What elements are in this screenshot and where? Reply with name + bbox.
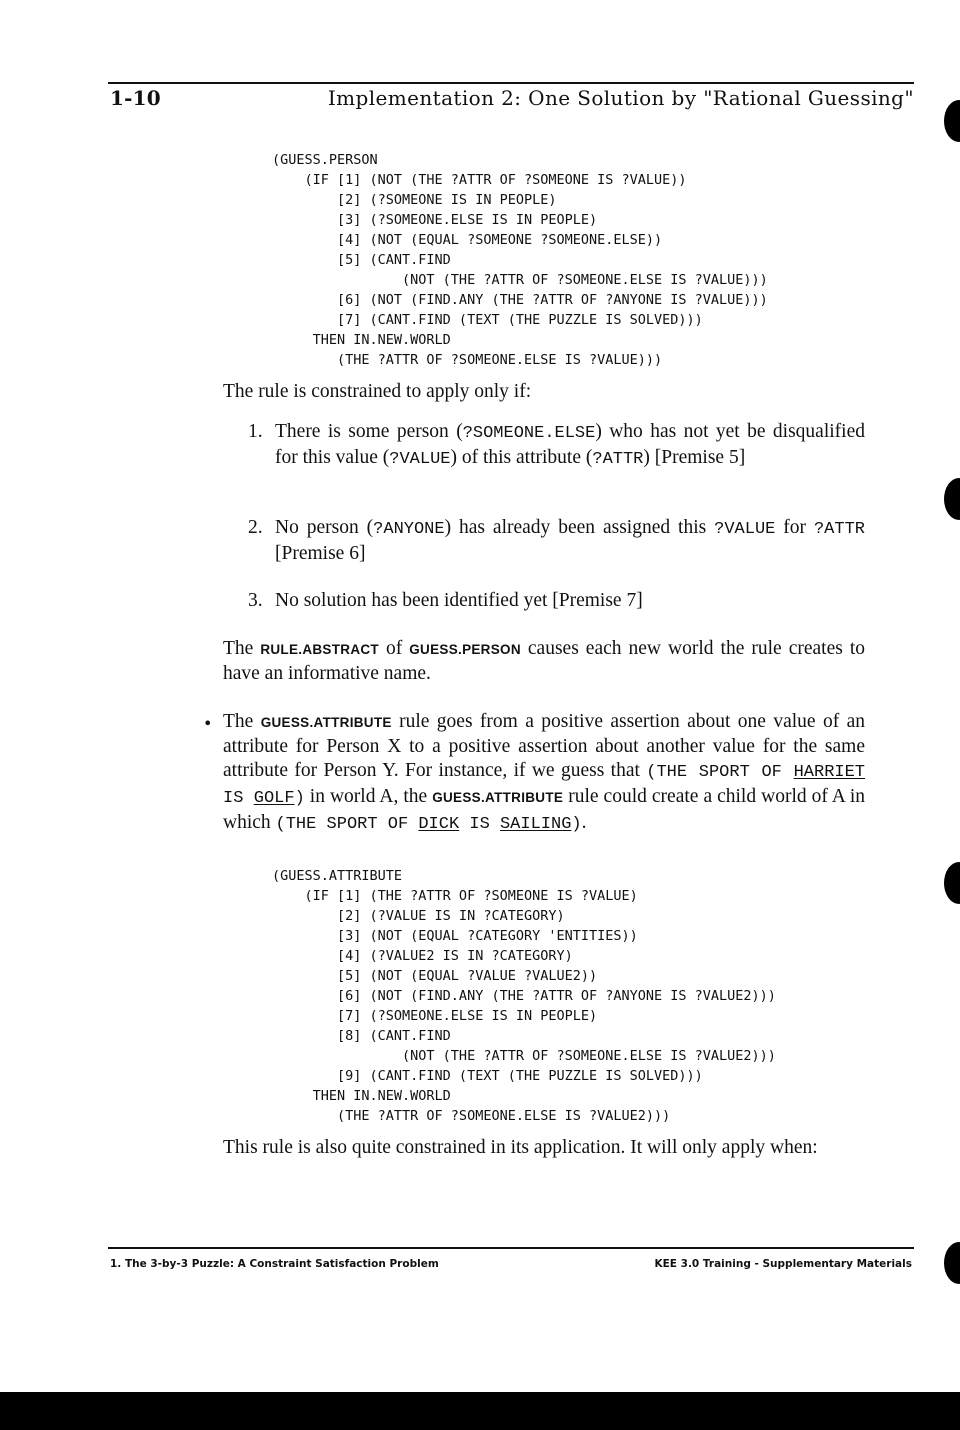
code-block-guess-person bbox=[272, 150, 768, 370]
list-item: 3. No solution has been identified yet [Premise 7] bbox=[248, 590, 643, 611]
code-line: (IF [1] (THE ?ATTR OF ?SOMEONE IS ?VALUE) bbox=[304, 888, 638, 904]
code-line: [7] (?SOMEONE.ELSE IS IN PEOPLE) bbox=[337, 1008, 598, 1024]
code-line: [3] (?SOMEONE.ELSE IS IN PEOPLE) bbox=[337, 212, 598, 228]
code-line: (GUESS.ATTRIBUTE bbox=[272, 868, 403, 884]
punch-hole bbox=[944, 100, 960, 142]
code-line: (GUESS.PERSON bbox=[272, 152, 378, 168]
code-line: THEN IN.NEW.WORLD bbox=[312, 1088, 451, 1104]
punch-hole bbox=[944, 478, 960, 520]
footer-right: KEE 3.0 Training - Supplementary Materials bbox=[654, 1258, 912, 1270]
code-line: [6] (NOT (FIND.ANY (THE ?ATTR OF ?ANYONE IS ?VALUE2))) bbox=[337, 988, 776, 1004]
code-line: [5] (NOT (EQUAL ?VALUE ?VALUE2)) bbox=[337, 968, 598, 984]
footer-rule bbox=[108, 1247, 914, 1249]
code-line: [4] (?VALUE2 IS IN ?CATEGORY) bbox=[337, 948, 573, 964]
code-block-guess-attribute bbox=[272, 866, 776, 1126]
scan-border bbox=[0, 1392, 960, 1430]
punch-hole bbox=[944, 862, 960, 904]
header-rule bbox=[108, 82, 914, 84]
footer-left: 1. The 3-by-3 Puzzle: A Constraint Satisfaction Problem bbox=[110, 1258, 439, 1270]
rule-abstract-paragraph: The RULE.ABSTRACT of GUESS.PERSON causes each new world the rule creates to have an informative name. bbox=[223, 638, 865, 684]
code-line: (IF [1] (NOT (THE ?ATTR OF ?SOMEONE IS ?VALUE)) bbox=[304, 172, 687, 188]
code-line: [2] (?VALUE IS IN ?CATEGORY) bbox=[337, 908, 565, 924]
intro-paragraph: The rule is constrained to apply only if: bbox=[223, 381, 532, 402]
list-item: 1. There is some person (?SOMEONE.ELSE) who has not yet be disqualified for this value (?VALUE) of this attribute (?ATTR) [Premise 5] bbox=[248, 421, 865, 469]
code-line: (NOT (THE ?ATTR OF ?SOMEONE.ELSE IS ?VALUE))) bbox=[402, 272, 768, 288]
code-line: (NOT (THE ?ATTR OF ?SOMEONE.ELSE IS ?VALUE2))) bbox=[402, 1048, 776, 1064]
code-line: (THE ?ATTR OF ?SOMEONE.ELSE IS ?VALUE))) bbox=[272, 352, 663, 368]
list-item: 2. No person (?ANYONE) has already been assigned this ?VALUE for ?ATTR [Premise 6] bbox=[248, 517, 865, 564]
code-line: [6] (NOT (FIND.ANY (THE ?ATTR OF ?ANYONE IS ?VALUE))) bbox=[337, 292, 768, 308]
code-line: [4] (NOT (EQUAL ?SOMEONE ?SOMEONE.ELSE)) bbox=[337, 232, 663, 248]
code-line: [7] (CANT.FIND (TEXT (THE PUZZLE IS SOLVED))) bbox=[337, 312, 703, 328]
page-footer bbox=[110, 1258, 912, 1270]
closing-paragraph: This rule is also quite constrained in its application. It will only apply when: bbox=[223, 1137, 818, 1158]
page-header bbox=[110, 86, 914, 110]
code-line: [3] (NOT (EQUAL ?CATEGORY 'ENTITIES)) bbox=[337, 928, 638, 944]
guess-attribute-paragraph: The GUESS.ATTRIBUTE rule goes from a positive assertion about one value of an attribute for Person X to a positive assertion about another value for the same attribute for Person Y. For instance, if we guess that (THE SPORT OF HARRIET IS GOLF) in world A, the GUESS.ATTRIBUTE rule could create a child world of A in which (THE SPORT OF DICK IS SAILING). bbox=[223, 711, 866, 834]
code-line: [9] (CANT.FIND (TEXT (THE PUZZLE IS SOLVED))) bbox=[337, 1068, 703, 1084]
bullet-icon: • bbox=[203, 714, 213, 733]
code-line: [5] (CANT.FIND bbox=[337, 252, 451, 268]
page-number: 1-10 bbox=[110, 86, 161, 110]
code-line: [8] (CANT.FIND bbox=[337, 1028, 451, 1044]
page-title: Implementation 2: One Solution by "Rational Guessing" bbox=[327, 86, 914, 110]
code-line: [2] (?SOMEONE IS IN PEOPLE) bbox=[337, 192, 557, 208]
code-line: THEN IN.NEW.WORLD bbox=[312, 332, 451, 348]
punch-hole bbox=[944, 1242, 960, 1284]
code-line: (THE ?ATTR OF ?SOMEONE.ELSE IS ?VALUE2))) bbox=[272, 1108, 671, 1124]
